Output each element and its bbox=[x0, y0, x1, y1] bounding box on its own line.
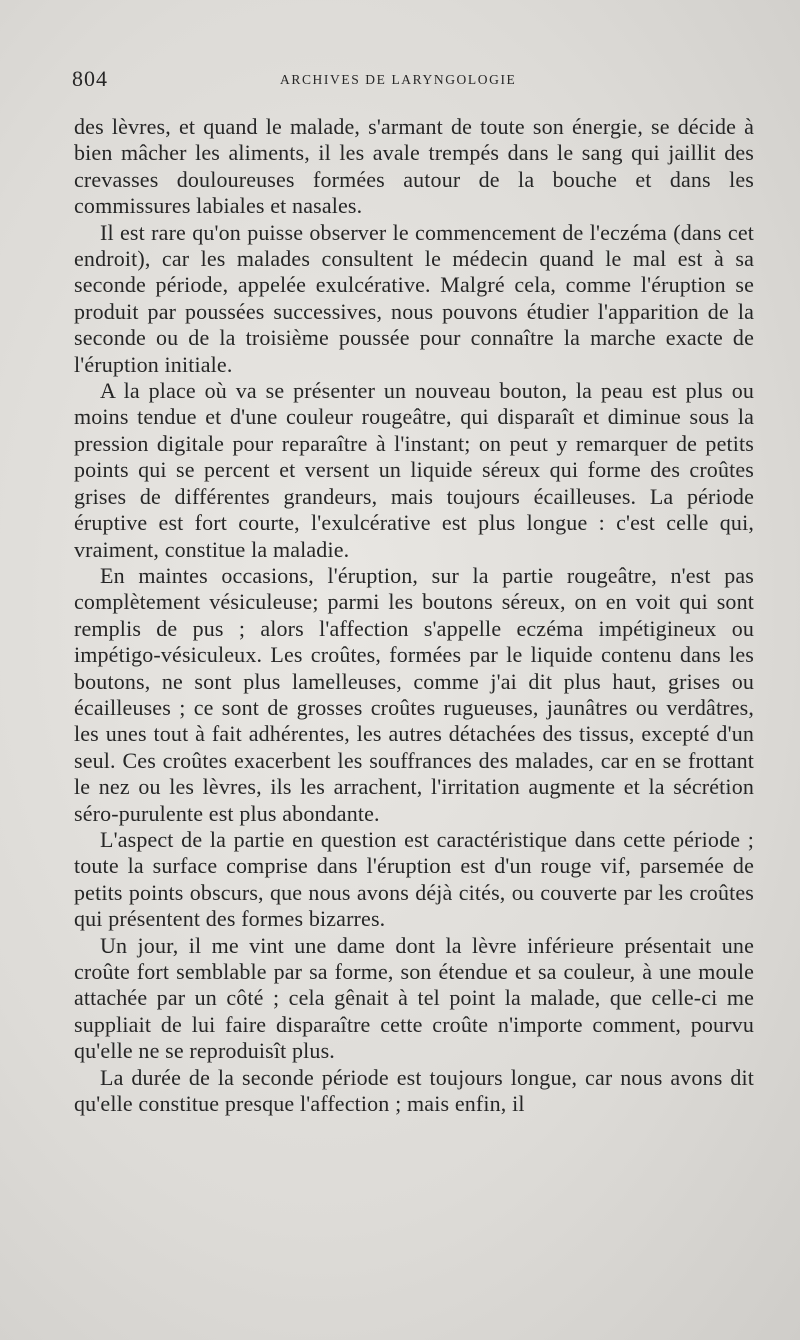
paragraph: des lèvres, et quand le malade, s'armant de toute son énergie, se décide à bien mâcher les aliments, il les avale trempés dans le sang qui jaillit des crevasses douloureuses formées autour de la bouche et dans les commissures labiales et nasales. bbox=[74, 114, 754, 219]
paragraph: A la place où va se présenter un nouveau bouton, la peau est plus ou moins tendue et d'une couleur rougeâtre, qui disparaît et diminue sous la pression digitale pour reparaître à l'instant; on peut y remarquer de petits points qui se percent et versent un liquide séreux qui forme des croûtes grises de différentes grandeurs, mais toujours écailleuses. La période éruptive est fort courte, l'exulcérative est plus longue : c'est celle qui, vraiment, constitue la maladie. bbox=[74, 378, 754, 562]
paragraph: Un jour, il me vint une dame dont la lèvre inférieure présentait une croûte fort semblable par sa forme, son étendue et sa couleur, à une moule attachée par un côté ; cela gênait à tel point la malade, que celle-ci me suppliait de lui faire disparaître cette croûte n'importe comment, pourvu qu'elle ne se reproduisît plus. bbox=[74, 932, 754, 1064]
body-text bbox=[74, 114, 754, 1117]
page-header bbox=[72, 66, 752, 96]
running-title: ARCHIVES DE LARYNGOLOGIE bbox=[280, 72, 517, 87]
page-number: 804 bbox=[72, 66, 108, 91]
paragraph: L'aspect de la partie en question est caractéristique dans cette période ; toute la surface comprise dans l'éruption est d'un rouge vif, parsemée de petits points obscurs, que nous avons déjà cités, ou couverte par les croûtes qui présentent des formes bizarres. bbox=[74, 826, 754, 932]
paragraph: La durée de la seconde période est toujours longue, car nous avons dit qu'elle constitue presque l'affection ; mais enfin, il bbox=[74, 1064, 754, 1117]
paragraph: En maintes occasions, l'éruption, sur la partie rougeâtre, n'est pas complètement vésiculeuse; parmi les boutons séreux, on en voit qui sont remplis de pus ; alors l'affection s'appelle eczéma impétigineux ou impétigo-vésiculeux. Les croûtes, formées par le liquide contenu dans les boutons, ne sont plus lamelleuses, comme j'ai dit plus haut, grises ou écailleuses ; ce sont de grosses croûtes rugueuses, jaunâtres ou verdâtres, les unes tout à fait adhérentes, les autres détachées des tissus, excepté d'un seul. Ces croûtes exacerbent les souffrances des malades, car en se frottant le nez ou les lèvres, ils les arrachent, l'irritation augmente et la sécrétion séro-purulente est plus abondante. bbox=[74, 562, 754, 826]
paragraph: Il est rare qu'on puisse observer le commencement de l'eczéma (dans cet endroit), car les malades consultent le médecin quand le mal est à sa seconde période, appelée exulcérative. Malgré cela, comme l'éruption se produit par poussées successives, nous pouvons étudier l'apparition de la seconde ou de la troisième poussée pour connaître la marche exacte de l'éruption initiale. bbox=[74, 219, 754, 377]
